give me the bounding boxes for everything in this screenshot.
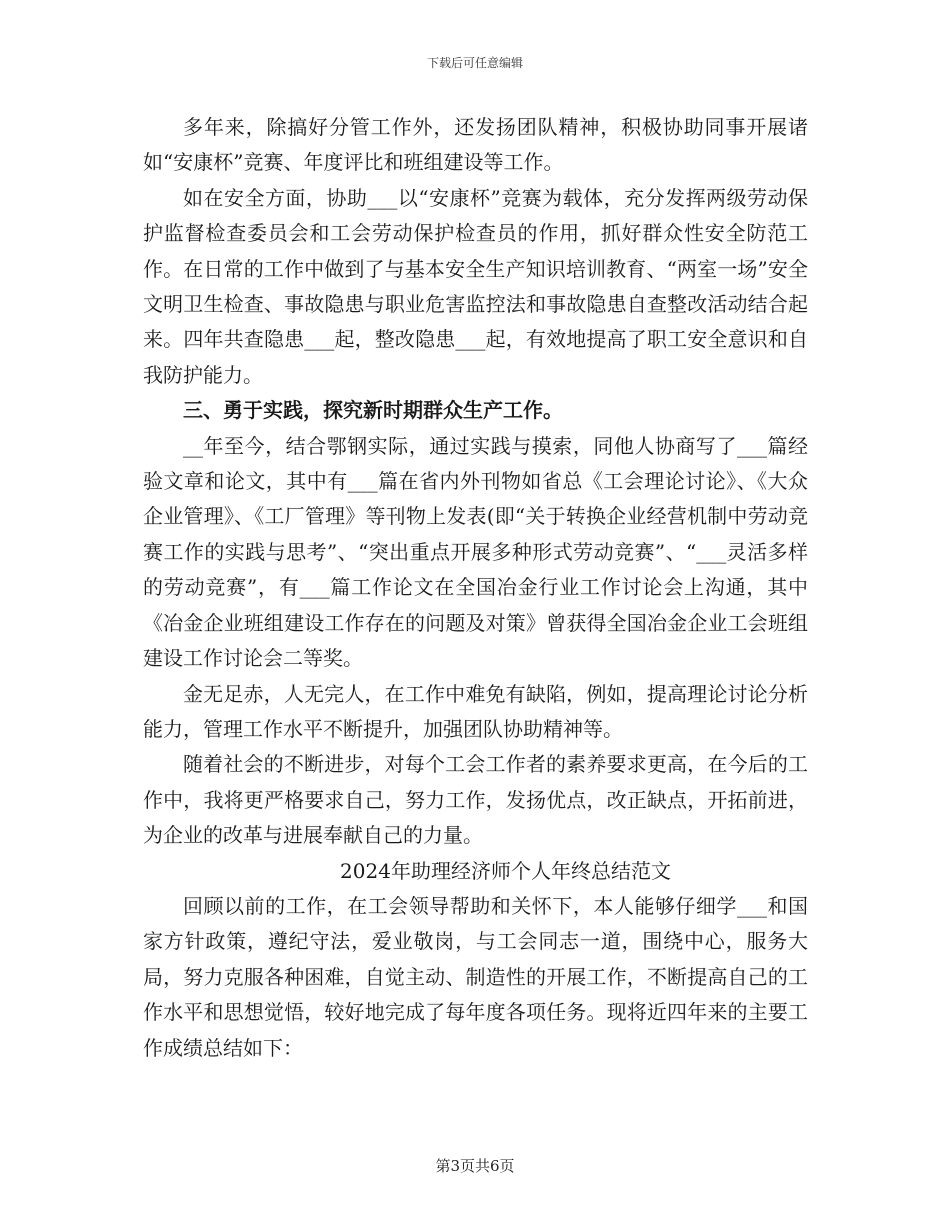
page-header: 下载后可任意编辑 bbox=[426, 56, 523, 70]
paragraph-review: 回顾以前的工作，在工会领导帮助和关怀下，本人能够仔细学___和国家方针政策，遵纪守法，爱业敬岗，与工会同志一道，围绕中心，服务大局，努力克服各种困难，自觉主动、制造性的开展工作，不断提高自己的工作水平和思想觉悟，较好地完成了每年度各项任务。现将近四年来的主要工作成绩总结如下： bbox=[143, 893, 808, 1060]
paragraph-publications: __年至今，结合鄂钢实际，通过实践与摸索，同他人协商写了___篇经验文章和论文，其中有___篇在省内外刊物如省总《工会理论讨论》、《大众企业管理》、《工厂管理》等刊物上发表(即“关于转换企业经营机制中劳动竞赛工作的实践与思考”、“突出重点开展多种形式劳动竞赛”、“___灵活多样的劳动竞赛”，有___篇工作论文在全国冶金行业工作讨论会上沟通，其中《冶金企业班组建设工作存在的问题及对策》曾获得全国冶金企业工会班组建设工作讨论会二等奖。 bbox=[143, 433, 808, 671]
paragraph-safety: 如在安全方面，协助___以“安康杯”竞赛为载体，充分发挥两级劳动保护监督检查委员会和工会劳动保护检查员的作用，抓好群众性安全防范工作。在日常的工作中做到了与基本安全生产知识培训教育、“两室一场”安全文明卫生检查、事故隐患与职业危害监控法和事故隐患自查整改活动结合起来。四年共查隐患___起，整改隐患___起，有效地提高了职工安全意识和自我防护能力。 bbox=[143, 185, 808, 387]
paragraph-shortcomings: 金无足赤，人无完人，在工作中难免有缺陷，例如，提高理论讨论分析能力，管理工作水平不断提升，加强团队协助精神等。 bbox=[143, 681, 808, 741]
section-heading-3: 三、勇于实践，探究新时期群众生产工作。 bbox=[183, 398, 563, 423]
document-body bbox=[143, 110, 808, 1066]
paragraph-outlook: 随着社会的不断进步，对每个工会工作者的素养要求更高，在今后的工作中，我将更严格要求自己，努力工作，发扬优点，改正缺点，开拓前进，为企业的改革与进展奉献自己的力量。 bbox=[143, 752, 808, 848]
page-number: 第3页共6页 bbox=[435, 1157, 515, 1175]
paragraph-teamwork: 多年来，除搞好分管工作外，还发扬团队精神，积极协助同事开展诸如“安康杯”竞赛、年度评比和班组建设等工作。 bbox=[143, 115, 808, 175]
document-title: 2024年助理经济师个人年终总结范文 bbox=[340, 858, 671, 883]
